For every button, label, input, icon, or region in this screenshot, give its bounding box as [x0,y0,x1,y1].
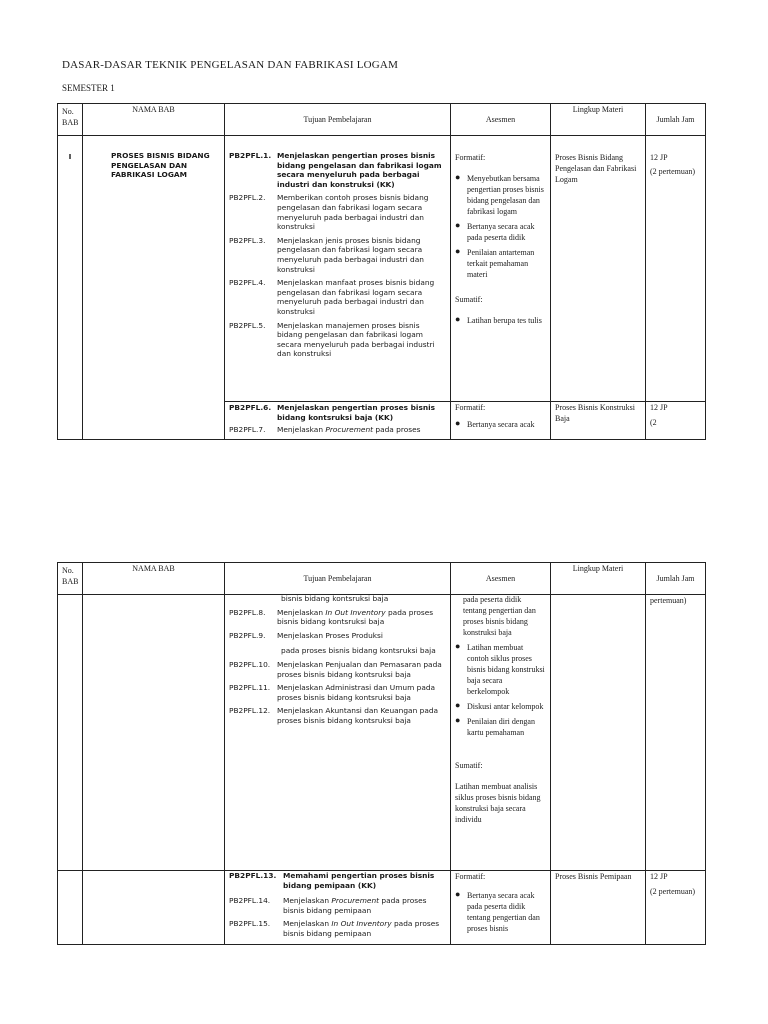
asesmen-item: ● Diskusi antar kelompok [455,701,546,712]
objective-item: PB2PFL.5. Menjelaskan manajemen proses bisnis bidang pengelasan dan fabrikasi logam secara menyeluruh pada berbagai industri dan konstruksi [229,320,435,359]
objective-item: PB2PFL.7. Menjelaskan Procurement pada proses [229,425,421,435]
jp-value: 12 JP [650,403,668,412]
header-lingkup: Lingkup Materi [551,104,646,136]
objective-item: PB2PFL.2. Memberikan contoh proses bisnis bidang pengelasan dan fabrikasi logam secara menyeluruh pada berbagai industri dan konstruksi [229,193,429,232]
pertemuan-value: (2 [650,418,657,427]
bab-number [58,871,83,945]
asesmen-cell [451,136,551,402]
formatif-label: Formatif: [455,153,486,162]
objective-item: PB2PFL.13. Memahami pengertian proses bisnis bidang pemipaan (KK) [229,871,435,890]
objective-item: PB2PFL.1. Menjelaskan pengertian proses bisnis bidang pengelasan dan fabrikasi logam secara menyeluruh pada berbagai industri dan konstruksi (KK) [229,151,442,189]
bab-name [83,595,225,871]
header-jumlah-jam: Jumlah Jam [646,563,706,595]
formatif-label: Formatif: [455,403,486,412]
objective-item: PB2PFL.14. Menjelaskan Procurement pada proses bisnis bidang pemipaan [229,896,427,915]
jumlah-jam [646,402,706,440]
jp-value: 12 JP [650,153,668,162]
bab-name [83,871,225,945]
bab-name: PROSES BISNIS BIDANG PENGELASAN DAN FABRIKASI LOGAM [83,136,225,440]
header-asesmen: Asesmen [451,563,551,595]
learning-table-page-2 [57,562,706,945]
bab-number: I [58,136,83,440]
lingkup-materi: Proses Bisnis Pemipaan [551,871,646,945]
lingkup-materi: Proses Bisnis Konstruksi Baja [551,402,646,440]
header-no-bab: No. BAB [58,563,83,595]
header-nama-bab: NAMA BAB [83,104,225,136]
asesmen-item: ● Bertanya secara acak pada peserta didik tentang pengertian dan proses bisnis [455,890,546,934]
pertemuan-value: (2 pertemuan) [650,887,696,896]
objective-item: PB2PFL.12. Menjelaskan Akuntansi dan Keuangan pada proses bisnis bidang kontsruksi baja [229,706,439,725]
pertemuan-value: (2 pertemuan) [650,167,696,176]
objectives-cell [225,871,451,945]
objective-item: PB2PFL.9. Menjelaskan Proses Produksi [229,630,383,640]
objective-continuation: pada proses bisnis bidang kontsruksi baja [281,646,436,656]
objective-item: PB2PFL.10. Menjelaskan Penjualan dan Pemasaran pada proses bisnis bidang kontsruksi baja [229,659,442,679]
jumlah-jam: pertemuan) [646,595,706,871]
objective-item: PB2PFL.8. Menjelaskan In Out Inventory pada proses bisnis bidang kontsruksi baja [229,607,434,627]
asesmen-item: ● Penilaian diri dengan kartu pemahaman [455,716,546,738]
header-tujuan: Tujuan Pembelajaran [225,104,451,136]
objectives-cell [225,136,451,402]
objectives-cell [225,595,451,871]
objective-item: PB2PFL.4. Menjelaskan manfaat proses bisnis bidang pengelasan dan fabrikasi logam secara menyeluruh pada berbagai industri dan konstruksi [229,278,435,316]
header-nama-bab: NAMA BAB [83,563,225,595]
asesmen-cell [451,871,551,945]
objective-item: PB2PFL.6. Menjelaskan pengertian proses bisnis bidang kontsruksi baja (KK) [229,403,436,422]
header-lingkup: Lingkup Materi [551,563,646,595]
formatif-label: Formatif: [455,872,486,881]
objectives-cell [225,402,451,440]
sumatif-text: Latihan membuat analisis siklus proses bisnis bidang konstruksi baja secara individu [455,782,541,824]
header-jumlah-jam: Jumlah Jam [646,104,706,136]
objective-item: PB2PFL.15. Menjelaskan In Out Inventory pada proses bisnis bidang pemipaan [229,919,440,938]
asesmen-continuation: pada peserta didik tentang pengertian dan proses bisnis bidang konstruksi baja [463,595,536,637]
asesmen-item: ● Menyebutkan bersama pengertian proses bisnis bidang pengelasan dan fabrikasi logam [455,173,546,217]
header-tujuan: Tujuan Pembelajaran [225,563,451,595]
sumatif-label: Sumatif: [455,761,483,770]
asesmen-item: ● Bertanya secara acak pada peserta didik [455,221,546,243]
objective-continuation: bisnis bidang kontsruksi baja [281,594,389,603]
asesmen-item: ● Penilaian antarteman terkait pemahaman materi [455,247,546,280]
asesmen-item: ● Latihan berupa tes tulis [455,315,546,326]
lingkup-materi: Proses Bisnis Bidang Pengelasan dan Fabrikasi Logam [551,136,646,402]
sumatif-label: Sumatif: [455,295,483,304]
lingkup-materi [551,595,646,871]
header-asesmen: Asesmen [451,104,551,136]
document-title: DASAR-DASAR TEKNIK PENGELASAN DAN FABRIKASI LOGAM [62,59,399,71]
objective-item: PB2PFL.11. Menjelaskan Administrasi dan Umum pada proses bisnis bidang kontsruksi baja [229,683,436,702]
asesmen-cell [451,595,551,871]
objective-item: PB2PFL.3. Menjelaskan jenis proses bisnis bidang pengelasan dan fabrikasi logam secara menyeluruh pada berbagai industri dan konstruksi [229,235,424,274]
header-no-bab: No. BAB [58,104,83,136]
jumlah-jam [646,136,706,402]
asesmen-cell [451,402,551,440]
semester-label: SEMESTER 1 [62,83,115,93]
jumlah-jam [646,871,706,945]
learning-table-page-1 [57,103,706,440]
asesmen-item: ● Bertanya secara acak [455,419,546,430]
asesmen-item: ● Latihan membuat contoh siklus proses bisnis bidang konstruksi baja secara berkelompok [455,642,546,697]
bab-number [58,595,83,871]
jp-value: 12 JP [650,872,668,881]
